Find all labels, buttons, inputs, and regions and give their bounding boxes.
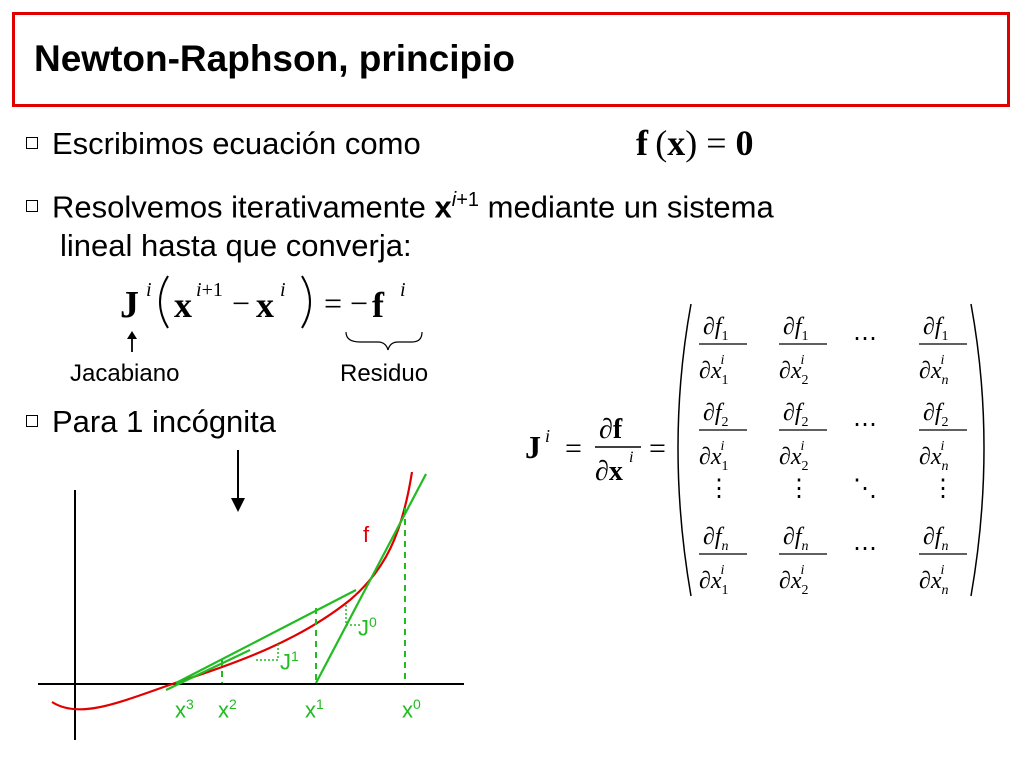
curve-label-f: f — [363, 522, 370, 547]
svg-text:⋯: ⋯ — [853, 326, 877, 352]
svg-text:⋮: ⋮ — [787, 476, 811, 502]
tangent-1 — [176, 590, 356, 683]
residual-label: Residuo — [340, 360, 429, 387]
jacobian-matrix — [515, 296, 995, 606]
svg-text:J: J — [120, 284, 139, 326]
bullet-square-icon — [26, 200, 38, 212]
svg-text:∂x2i: $\partial x_2i$ — [779, 439, 809, 474]
bullet-2-line-2: lineal hasta que converja: — [60, 228, 412, 263]
svg-text:∂x2i: $\partial x_2i$ — [779, 353, 809, 388]
svg-text:∂f1: $\partial f_1$ — [703, 314, 729, 344]
svg-text:⋱: ⋱ — [853, 476, 877, 502]
svg-text:∂x1i: $\partial x_1i$ — [699, 563, 729, 598]
svg-text:∂xni: $\partial x_ni$ — [919, 439, 949, 474]
svg-text:i: i — [629, 449, 634, 466]
svg-text:i: i — [400, 279, 406, 301]
svg-text:∂f2: $\partial f_2$ — [923, 400, 949, 430]
svg-text:i: i — [146, 279, 152, 301]
svg-text:J: J — [525, 429, 541, 465]
bullet-1 — [26, 126, 421, 162]
equation-fx-zero: f (x) = 0 — [636, 123, 754, 163]
svg-text:=: = — [565, 432, 582, 465]
svg-text:f: f — [372, 285, 384, 325]
svg-text:∂x2i: $\partial x_2i$ — [779, 563, 809, 598]
bullet-3 — [26, 404, 276, 440]
curve-f — [52, 472, 412, 709]
svg-text:∂fn: $\partial f_n$ — [923, 524, 949, 554]
svg-text:∂x1i: $\partial x_1i$ — [699, 353, 729, 388]
svg-text:−: − — [232, 285, 251, 321]
svg-text:∂fn: $\partial f_n$ — [703, 524, 729, 554]
bullet-2-text-post: mediante un sistema — [487, 189, 774, 225]
svg-text:∂xni: $\partial x_ni$ — [919, 353, 949, 388]
page-title: Newton-Raphson, principio — [34, 38, 515, 79]
svg-text:∂x: ∂x — [595, 456, 623, 487]
svg-text:∂fn: $\partial f_n$ — [783, 524, 809, 554]
svg-text:=: = — [324, 285, 343, 321]
svg-text:−: − — [350, 285, 369, 321]
svg-text:x: x — [256, 285, 274, 325]
bullet-2: Resolvemos iterativamente $x^{i+1}$ mediante un sistema — [26, 182, 774, 225]
x3-label: $x^3$ — [175, 696, 194, 723]
svg-text:i: i — [280, 279, 286, 301]
svg-text:∂f1: $\partial f_1$ — [783, 314, 809, 344]
svg-text:∂f2: $\partial f_2$ — [703, 400, 729, 430]
svg-text:∂f2: $\partial f_2$ — [783, 400, 809, 430]
svg-text:∂xni: $\partial x_ni$ — [919, 563, 949, 598]
j0-label: $J^0$ — [358, 614, 377, 641]
x1-label: $x^1$ — [305, 696, 324, 723]
svg-text:=: = — [649, 432, 666, 465]
svg-text:⋮: ⋮ — [931, 476, 955, 502]
x2-label: $x^2$ — [218, 696, 237, 723]
bullet-square-icon — [26, 415, 38, 427]
svg-text:⋯: ⋯ — [853, 536, 877, 562]
j1-label: $J^1$ — [280, 648, 299, 675]
svg-text:i: i — [545, 426, 551, 446]
bullet-square-icon — [26, 137, 38, 149]
svg-text:x: x — [174, 285, 192, 325]
bullet-1-text: Escribimos ecuación como — [52, 126, 421, 161]
svg-text:⋮: ⋮ — [707, 476, 731, 502]
svg-text:⋯: ⋯ — [853, 412, 877, 438]
svg-text:i+1: i+1 — [196, 279, 223, 301]
x-vector-symbol: x — [434, 189, 452, 225]
jacobian-label: Jacabiano — [70, 360, 180, 387]
bullet-2-text-pre: Resolvemos iterativamente — [52, 189, 426, 225]
svg-text:∂f: ∂f — [599, 414, 623, 445]
x0-label: $x^0$ — [402, 696, 421, 723]
svg-text:∂x1i: $\partial x_1i$ — [699, 439, 729, 474]
svg-text:∂f1: $\partial f_1$ — [923, 314, 949, 344]
bullet-3-text: Para 1 incógnita — [52, 404, 277, 439]
tangent-0 — [316, 474, 426, 683]
